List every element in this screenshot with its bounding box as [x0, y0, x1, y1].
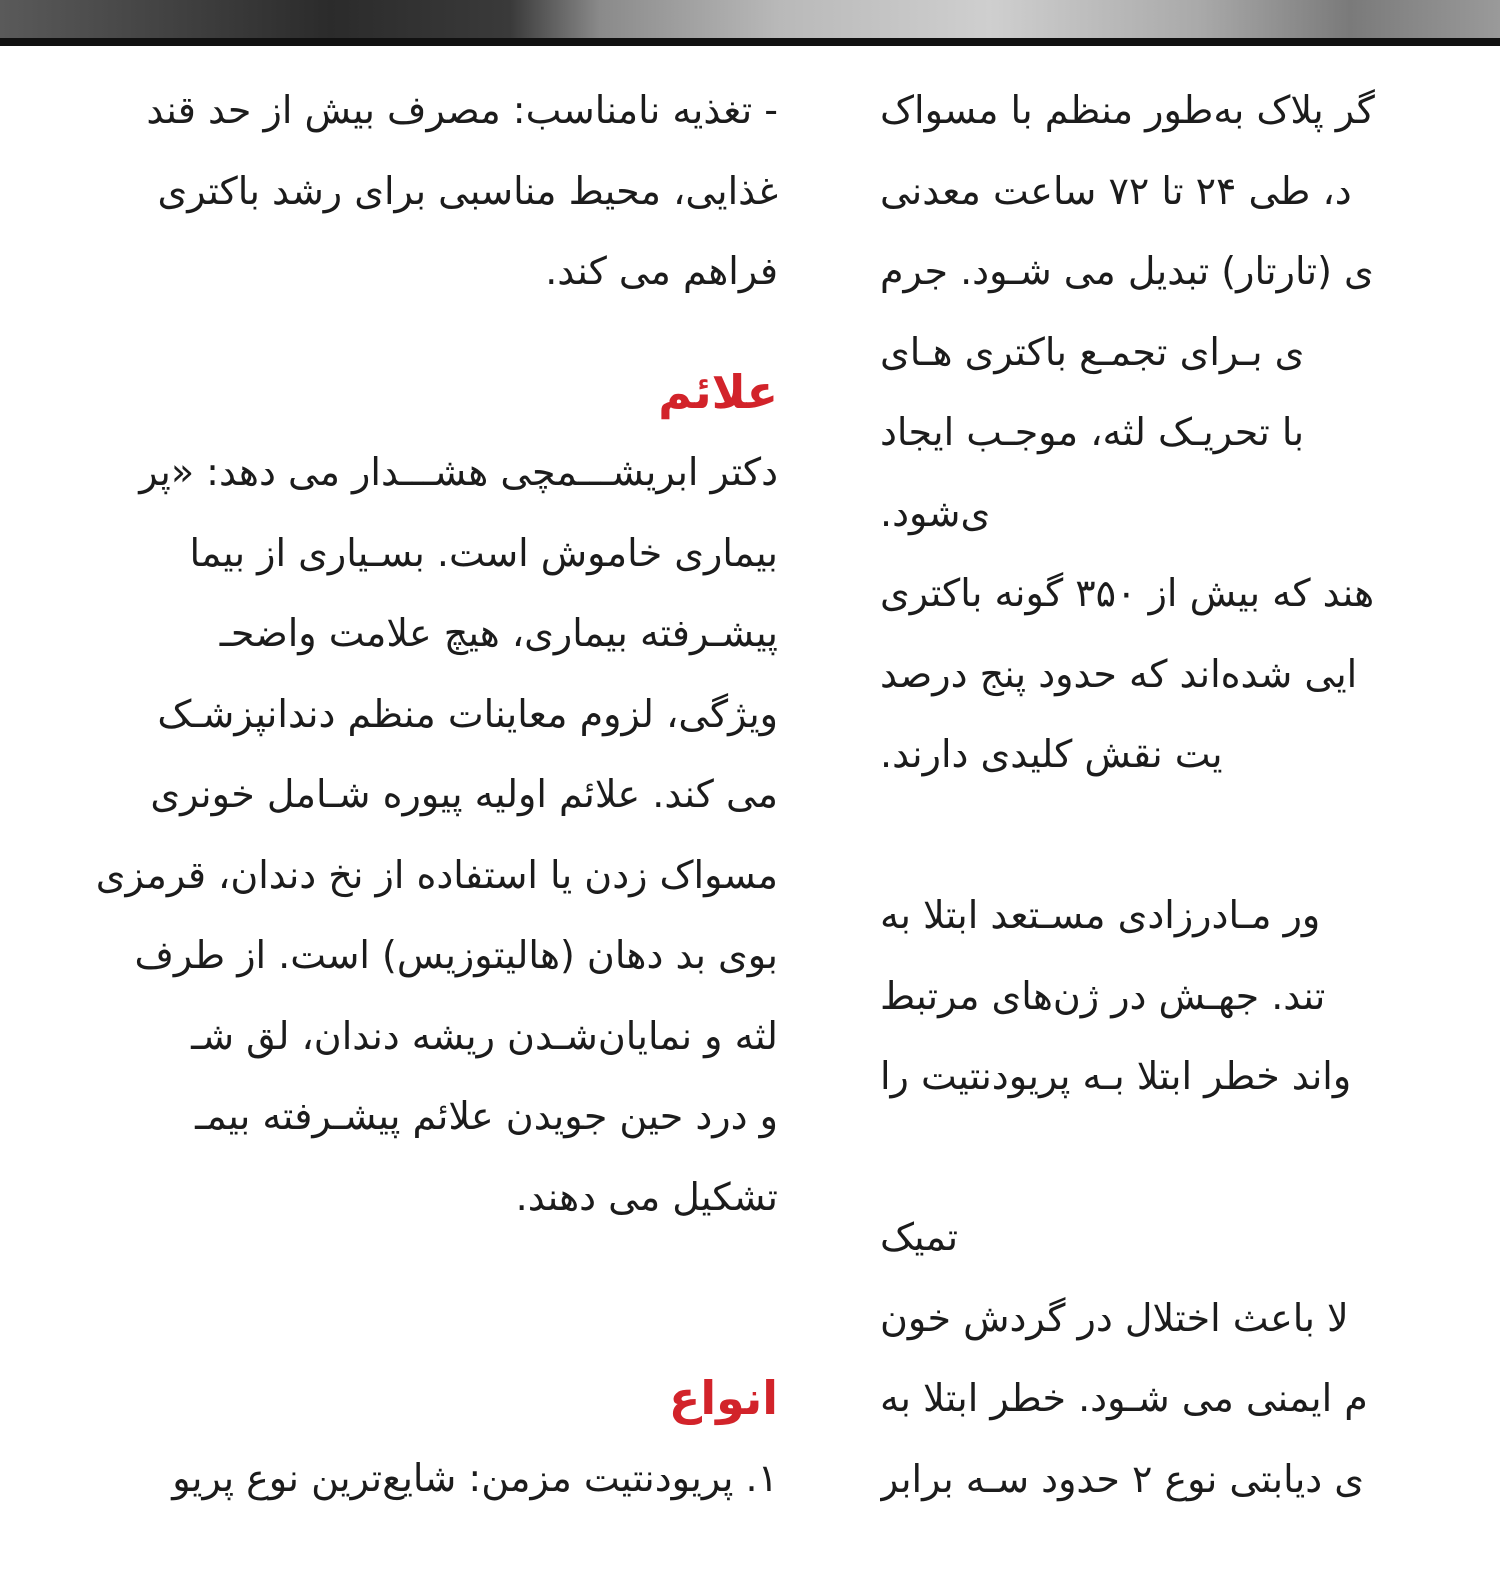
- body-line: ی (تارتار) تبدیل می شـود. جرم: [880, 249, 1374, 293]
- body-line: واند خطر ابتلا بـه پریودنتیت را: [880, 1054, 1352, 1098]
- body-line: تند. جهـش در ژن‌های مرتبط: [880, 973, 1326, 1018]
- right-column: [880, 70, 1500, 1519]
- section-heading-types: انواع: [668, 1370, 778, 1425]
- body-line: پیشـرفته بیماری، هیچ علامت واضحـ: [219, 611, 778, 655]
- body-line: ور مـادرزادی مسـتعد ابتلا به: [880, 893, 1321, 937]
- body-line: دکتر ابریشـــمچی هشـــدار می دهد: «پر: [139, 450, 778, 494]
- body-line: و درد حین جویدن علائم پیشـرفته بیمـ: [195, 1094, 778, 1138]
- body-line: بیماری خاموش است. بسـیاری از بیما: [189, 530, 778, 575]
- body-line: با تحریـک لثه، موجـب ایجاد: [880, 410, 1305, 454]
- subheading-line: تمیک: [880, 1215, 959, 1259]
- body-line: ی‌شود.: [880, 490, 991, 535]
- body-line: لا باعث اختلال در گردش خون: [880, 1295, 1349, 1340]
- body-line: غذایی، محیط مناسبی برای رشد باکتری: [157, 168, 778, 213]
- spacer: [0, 1237, 778, 1318]
- spacer: [880, 795, 1500, 876]
- body-line: ویژگی، لزوم معاینات منظم دندانپزشـک: [157, 691, 778, 736]
- section-heading-symptoms: علائم: [658, 364, 778, 419]
- body-line: ی بـرای تجمـع باکتری هـای: [880, 329, 1305, 374]
- body-line: ایی شده‌اند که حدود پنج درصد: [880, 651, 1358, 696]
- body-line: بوی بد دهان (هالیتوزیس) است. از طرف: [134, 933, 778, 977]
- body-line: - تغذیه نامناسب: مصرف بیش از حد قند: [146, 88, 778, 132]
- body-line: ی دیابتی نوع ۲ حدود سـه برابر: [880, 1456, 1365, 1501]
- body-line: لثه و نمایان‌شـدن ریشه دندان، لق شـ: [191, 1013, 778, 1058]
- body-line: ۱. پریودنتیت مزمن: شایع‌ترین نوع پریو: [172, 1456, 778, 1500]
- body-line: می کند. علائم اولیه پیوره شـامل خونری: [150, 772, 778, 816]
- body-line: گر پلاک به‌طور منظم با مسواک: [880, 88, 1375, 132]
- body-line: فراهم می کند.: [545, 249, 778, 293]
- body-line: مسواک زدن یا استفاده از نخ دندان، قرمزی: [95, 852, 778, 897]
- body-line: تشکیل می دهند.: [515, 1174, 778, 1219]
- body-line: هند که بیش از ۳۵۰ گونه باکتری: [880, 571, 1375, 615]
- body-line: م ایمنی می شـود. خطر ابتلا به: [880, 1376, 1368, 1420]
- spacer: [880, 1117, 1500, 1198]
- spacer: [0, 312, 778, 352]
- spacer: [0, 1318, 778, 1358]
- body-line: یت نقش کلیدی دارند.: [880, 732, 1223, 776]
- left-column: [0, 70, 778, 1519]
- photo-strip: [0, 0, 1500, 46]
- body-line: د، طی ۲۴ تا ۷۲ ساعت معدنی: [880, 168, 1352, 213]
